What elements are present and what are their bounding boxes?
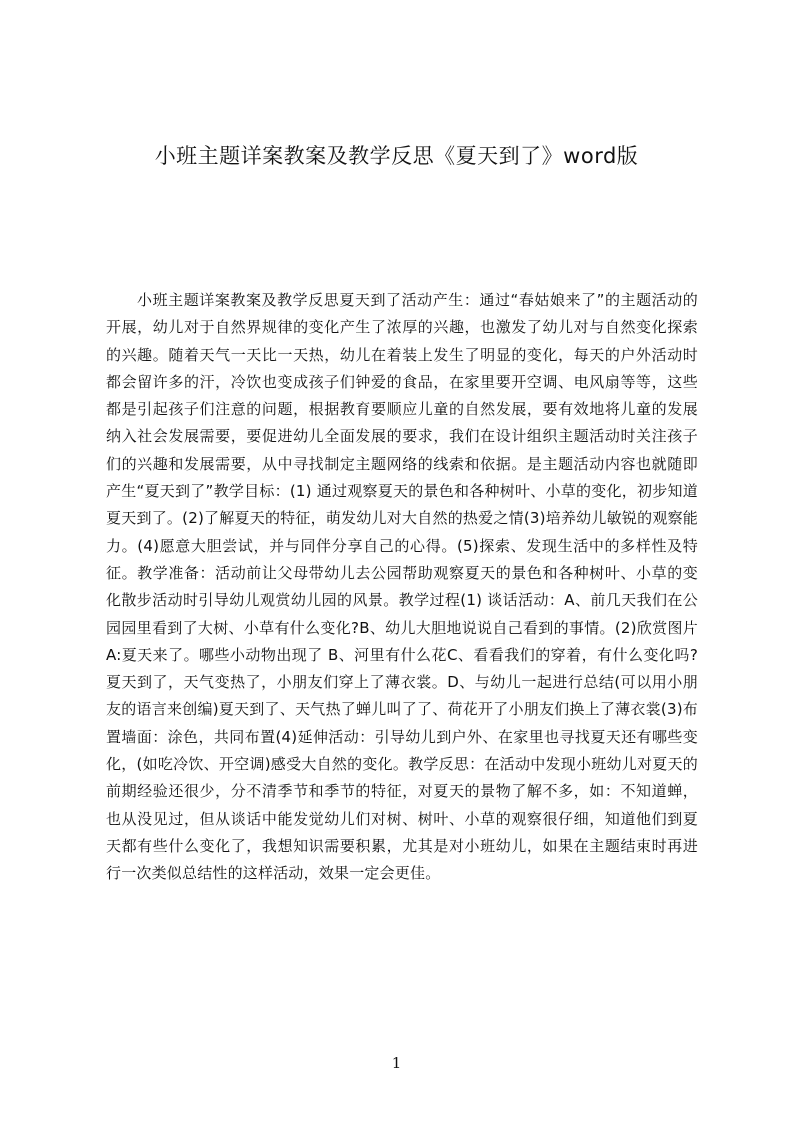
document-body-paragraph: 小班主题详案教案及教学反思夏天到了活动产生：通过“春姑娘来了”的主题活动的开展，幼儿对于自然界规律的变化产生了浓厚的兴趣，也激发了幼儿对与自然变化探索的兴趣。随着天气一天比一天热，幼儿在着装上发生了明显的变化，每天的户外活动时都会留许多的汗，冷饮也变成孩子们钟爱的食品，在家里要开空调、电风扇等等，这些都是引起孩子们注意的问题，根据教育要顺应儿童的自然发展，要有效地将儿童的发展纳入社会发展需要，要促进幼儿全面发展的要求，我们在设计组织主题活动时关注孩子们的兴趣和发展需要，从中寻找制定主题网络的线索和依据。是主题活动内容也就随即产生“夏天到了”教学目标：(1) 通过观察夏天的景色和各种树叶、小草的变化，初步知道夏天到了。(2)了解夏天的特征，萌发幼儿对大自然的热爱之情(3)培养幼儿敏锐的观察能力。(4)愿意大胆尝试，并与同伴分享自己的心得。(5)探索、发现生活中的多样性及特征。教学准备：活动前让父母带幼儿去公园帮助观察夏天的景色和各种树叶、小草的变化散步活动时引导幼儿观赏幼儿园的风景。教学过程(1) 谈话活动：A、前几天我们在公园园里看到了大树、小草有什么变化?B、幼儿大胆地说说自己看到的事情。(2)欣赏图片A:夏天来了。哪些小动物出现了 B、河里有什么花C、看看我们的穿着，有什么变化吗?夏天到了，天气变热了，小朋友们穿上了薄衣裳。D、与幼儿一起进行总结(可以用小朋友的语言来创编)夏天到了、天气热了蝉儿叫了了、荷花开了小朋友们换上了薄衣裳(3)布置墙面：涂色，共同布置(4)延伸活动：引导幼儿到户外、在家里也寻找夏天还有哪些变化，(如吃冷饮、开空调)感受大自然的变化。教学反思：在活动中发现小班幼儿对夏天的前期经验还很少，分不清季节和季节的特征，对夏天的景物了解不多，如：不知道蝉，也从没见过，但从谈话中能发觉幼儿们对树、树叶、小草的观察很仔细，知道他们到夏天都有些什么变化了，我想知识需要积累，尤其是对小班幼儿，如果在主题结束时再进行一次类似总结性的这样活动，效果一定会更佳。 — [106, 291, 698, 883]
page-number: 1 — [391, 1054, 402, 1072]
document-title: 小班主题详案教案及教学反思《夏天到了》word版 — [154, 144, 639, 168]
